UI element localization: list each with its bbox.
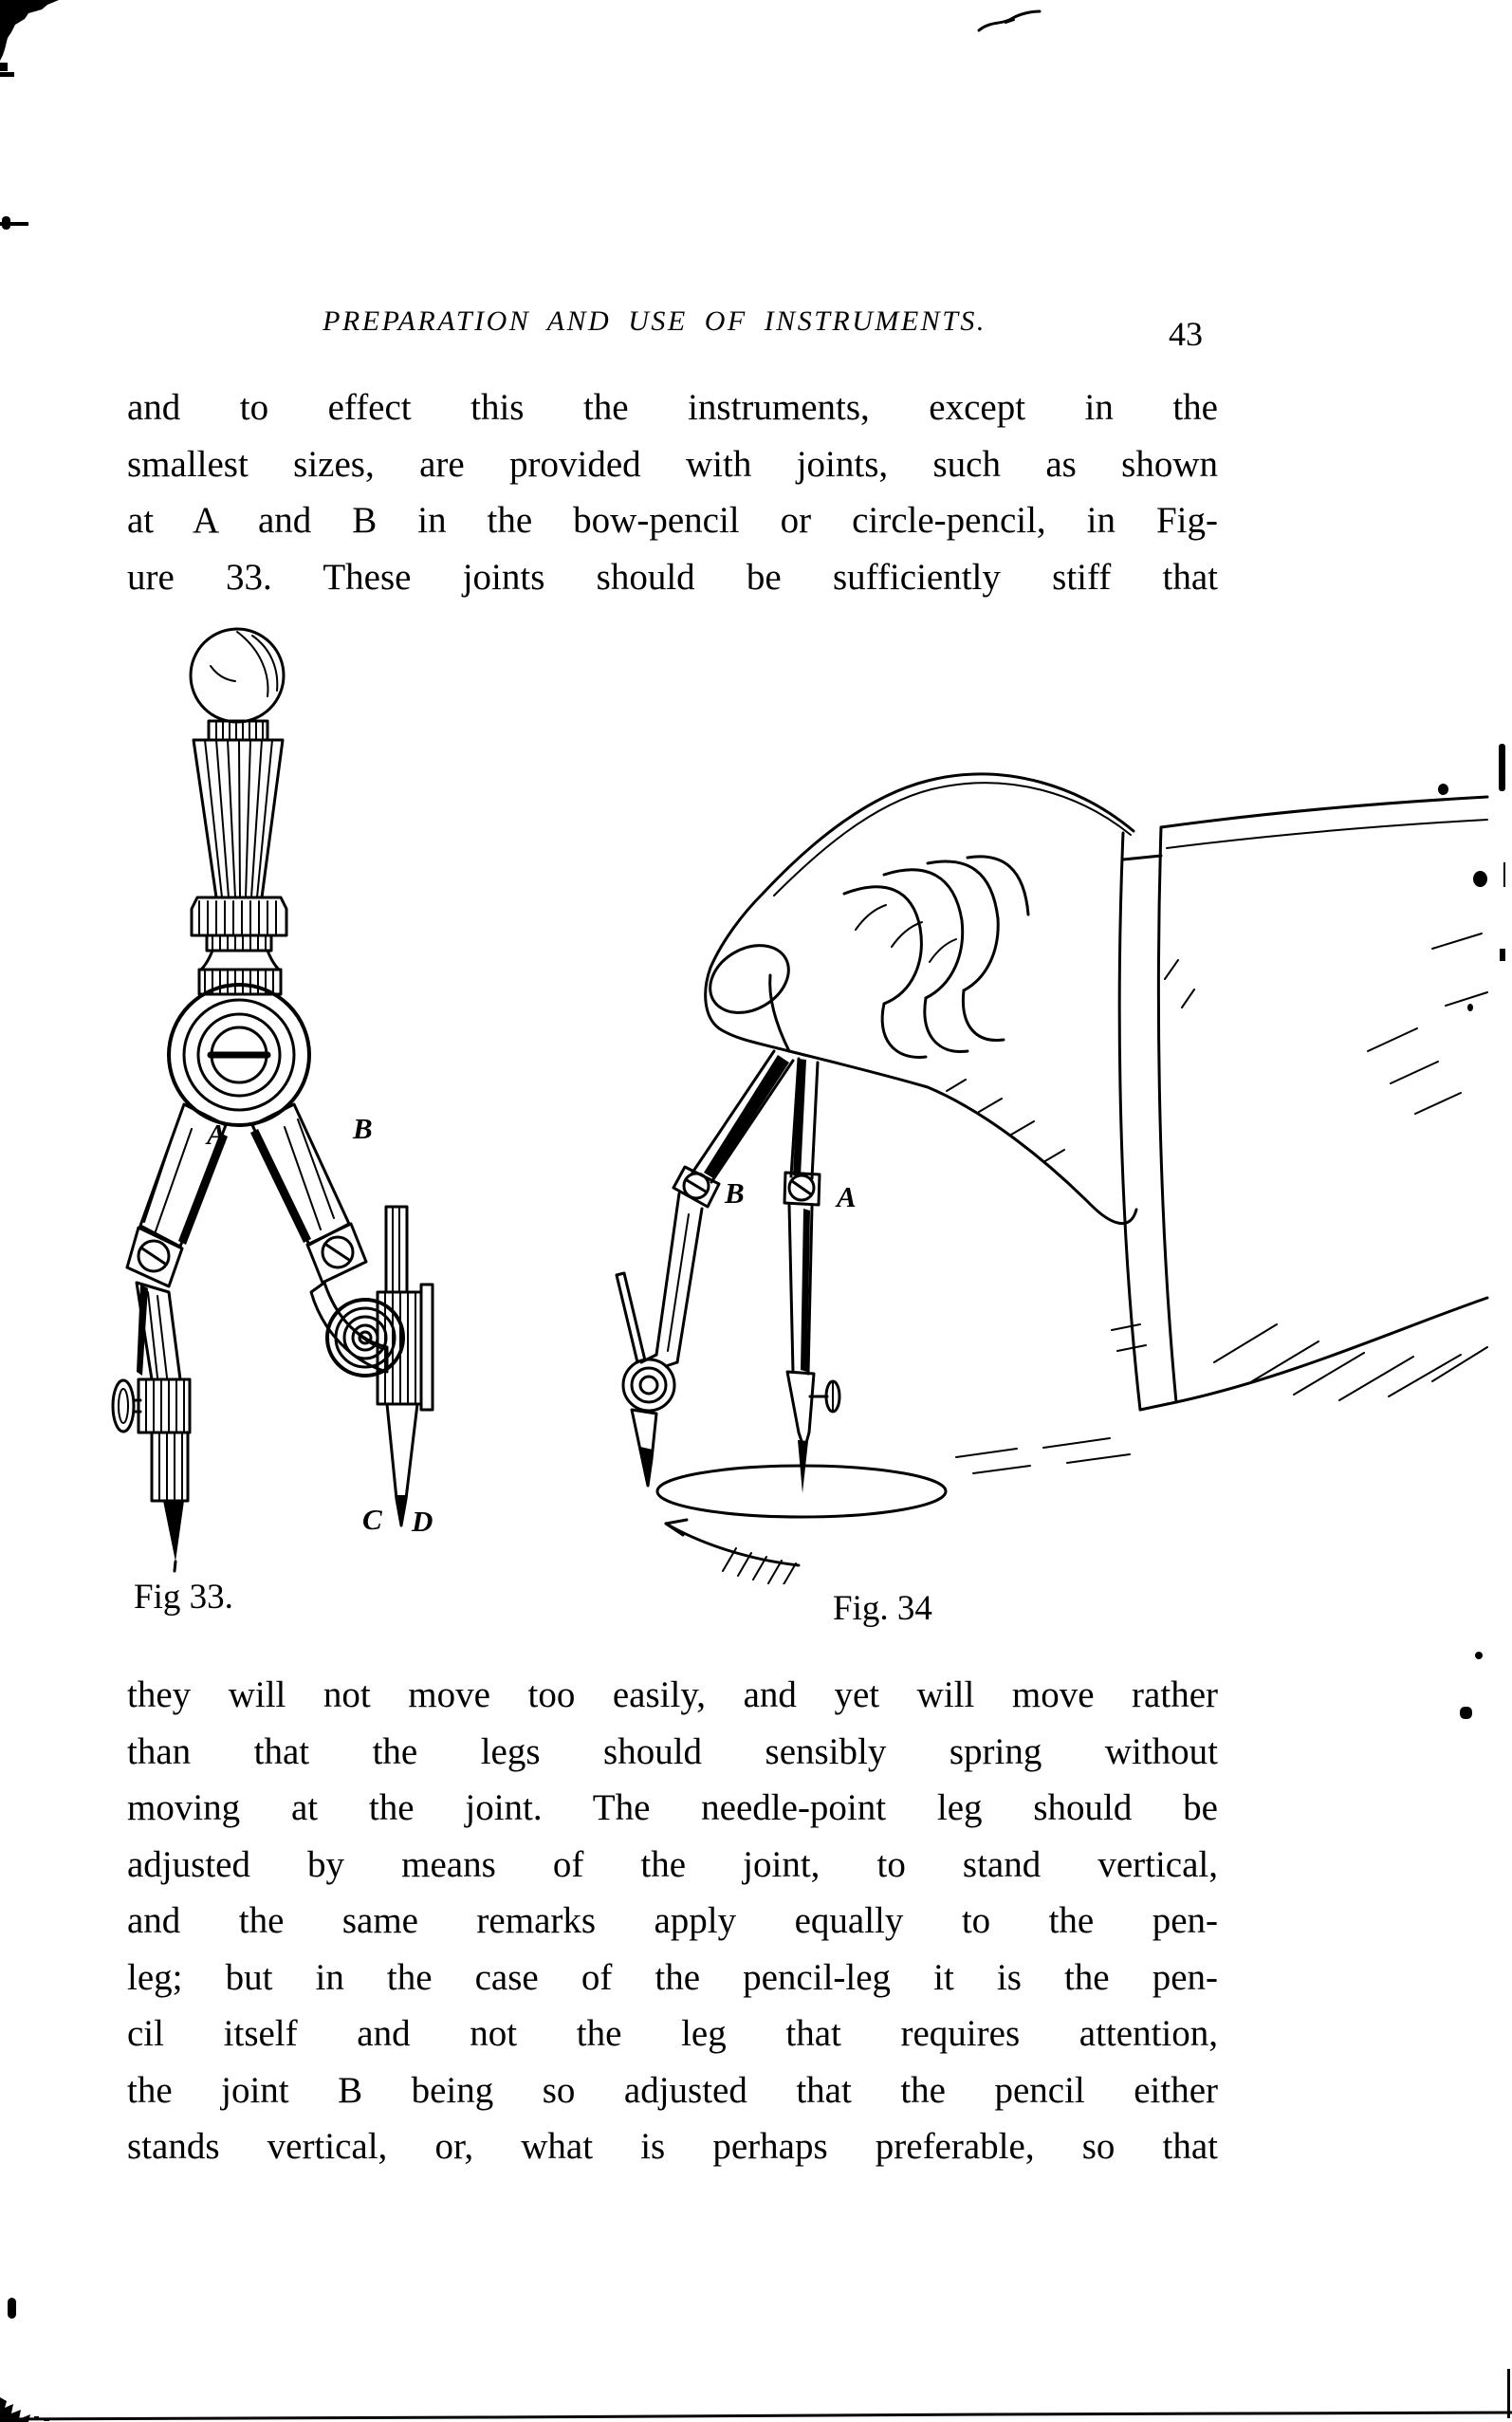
fig33-bow-pencil-illustration [85, 617, 541, 1575]
text-line: than that the legs should sensibly spring without [127, 1730, 1218, 1772]
text-line: leg; but in the case of the pencil-leg it is the pen- [127, 1956, 1218, 1998]
text-line: smallest sizes, are provided with joints, such as shown [127, 443, 1218, 485]
fig33-label-d: D [412, 1505, 433, 1538]
page-number: 43 [1169, 315, 1203, 353]
text-line: and to effect this the instruments, except in the [127, 387, 1218, 428]
fig33-label-c: C [362, 1503, 382, 1536]
text-line: they will not move too easily, and yet will move rather [127, 1674, 1218, 1715]
text-line: the joint B being so adjusted that the pencil either [127, 2069, 1218, 2111]
scan-artifact-top-left-corner [0, 0, 85, 237]
text-line: stands vertical, or, what is perhaps preferable, so that [127, 2126, 1218, 2167]
scan-artifact-bottom-edge-line [0, 2408, 1512, 2422]
fig34-hand-illustration [550, 645, 1489, 1584]
text-line: moving at the joint. The needle-point leg should be [127, 1787, 1218, 1828]
text-line: and the same remarks apply equally to the pen- [127, 1900, 1218, 1941]
scan-speck [1503, 862, 1505, 887]
scan-artifact-top-squiggle [977, 8, 1045, 34]
text-line: cil itself and not the leg that requires attention, [127, 2013, 1218, 2054]
fig33-label-a: A [207, 1118, 227, 1151]
scan-speck [1473, 871, 1487, 887]
paragraph-bottom [127, 1667, 1218, 2175]
scan-speck [1467, 1004, 1473, 1011]
fig34-label-b: B [725, 1176, 745, 1210]
scan-speck [1475, 1652, 1483, 1659]
fig33-caption: Fig 33. [134, 1578, 233, 1617]
text-line: ure 33. These joints should be sufficiently stiff that [127, 556, 1218, 598]
paragraph-top [127, 379, 1218, 605]
fig34-caption: Fig. 34 [833, 1589, 932, 1628]
scan-speck [1500, 949, 1505, 961]
running-head: PREPARATION AND USE OF INSTRUMENTS. [323, 305, 986, 337]
fig34-label-a: A [837, 1180, 857, 1213]
fig33-label-b: B [353, 1112, 373, 1145]
scan-speck [1438, 784, 1448, 795]
text-line: adjusted by means of the joint, to stand vertical, [127, 1843, 1218, 1885]
text-line: at A and B in the bow-pencil or circle-pencil, in Fig- [127, 500, 1218, 541]
scan-speck [1460, 1707, 1472, 1719]
scan-speck [1499, 744, 1505, 791]
scan-speck [8, 2298, 16, 2319]
